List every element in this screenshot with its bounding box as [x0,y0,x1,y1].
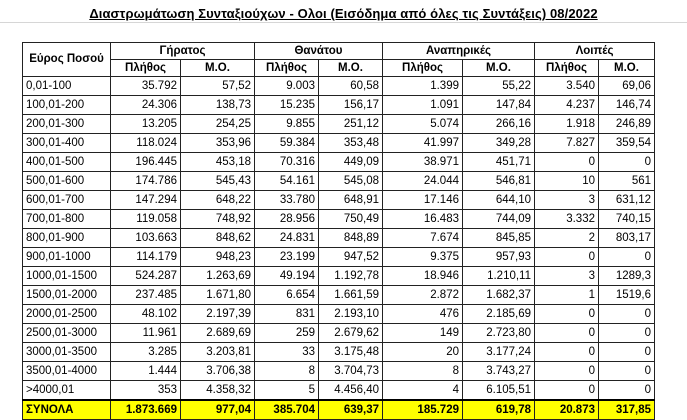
total-cell: 185.729 [383,400,463,420]
table-row [23,248,655,267]
average-cell: 3.177,24 [463,343,535,362]
average-cell: 1.682,37 [463,286,535,305]
count-cell: 0 [535,153,599,172]
total-cell: 317,85 [599,400,655,420]
count-cell: 7.827 [535,134,599,153]
range-cell: 700,01-800 [23,210,111,229]
range-cell: 500,01-600 [23,172,111,191]
average-cell: 147,84 [463,96,535,115]
average-cell: 353,48 [319,134,383,153]
average-cell: 0 [599,381,655,401]
average-cell: 3.704,73 [319,362,383,381]
table-row [23,229,655,248]
average-cell: 561 [599,172,655,191]
count-cell: 149 [383,324,463,343]
range-cell: 900,01-1000 [23,248,111,267]
count-cell: 103.663 [111,229,181,248]
count-cell: 3.285 [111,343,181,362]
table-row [23,96,655,115]
count-cell: 41.997 [383,134,463,153]
count-cell: 1.091 [383,96,463,115]
table-row [23,134,655,153]
average-cell: 845,85 [463,229,535,248]
count-cell: 1.444 [111,362,181,381]
totals-row [23,400,655,420]
average-cell: 4.358,32 [181,381,255,401]
table-row [23,362,655,381]
table-row [23,267,655,286]
average-cell: 0 [599,248,655,267]
average-cell: 6.105,51 [463,381,535,401]
group-header-survivors: Θανάτου [255,43,383,60]
count-cell: 28.956 [255,210,319,229]
average-cell: 451,71 [463,153,535,172]
average-cell: 631,12 [599,191,655,210]
count-cell: 2.872 [383,286,463,305]
average-cell: 0 [599,305,655,324]
average-cell: 156,17 [319,96,383,115]
average-cell: 744,09 [463,210,535,229]
count-cell: 4 [383,381,463,401]
table-row [23,381,655,401]
range-cell: 1000,01-1500 [23,267,111,286]
range-column-header: Εύρος Ποσού [23,43,111,77]
average-cell: 254,25 [181,115,255,134]
count-cell: 24.831 [255,229,319,248]
sub-header-count: Πλήθος [255,60,319,77]
count-cell: 3 [535,191,599,210]
count-cell: 1.399 [383,77,463,96]
range-cell: 300,01-400 [23,134,111,153]
count-cell: 8 [383,362,463,381]
range-cell: 600,01-700 [23,191,111,210]
average-cell: 2.723,80 [463,324,535,343]
count-cell: 23.199 [255,248,319,267]
count-cell: 5.074 [383,115,463,134]
average-cell: 648,22 [181,191,255,210]
count-cell: 9.855 [255,115,319,134]
count-cell: 10 [535,172,599,191]
average-cell: 453,18 [181,153,255,172]
average-cell: 1519,6 [599,286,655,305]
table-row [23,210,655,229]
count-cell: 476 [383,305,463,324]
average-cell: 1.661,59 [319,286,383,305]
average-cell: 1.192,78 [319,267,383,286]
count-cell: 1.918 [535,115,599,134]
average-cell: 748,92 [181,210,255,229]
average-cell: 146,74 [599,96,655,115]
page-title: Διαστρωμάτωση Συνταξιούχων - Ολοι (Εισόδημα από όλες τις Συντάξεις) 08/2022 [89,6,598,21]
count-cell: 831 [255,305,319,324]
count-cell: 353 [111,381,181,401]
range-cell: 400,01-500 [23,153,111,172]
count-cell: 259 [255,324,319,343]
count-cell: 33.780 [255,191,319,210]
average-cell: 0 [599,153,655,172]
count-cell: 3.540 [535,77,599,96]
count-cell: 11.961 [111,324,181,343]
count-cell: 118.024 [111,134,181,153]
range-cell: 1500,01-2000 [23,286,111,305]
count-cell: 35.792 [111,77,181,96]
count-cell: 15.235 [255,96,319,115]
table-row [23,77,655,96]
count-cell: 48.102 [111,305,181,324]
average-cell: 246,89 [599,115,655,134]
range-cell: 2500,01-3000 [23,324,111,343]
average-cell: 1.671,80 [181,286,255,305]
sub-header-average: Μ.Ο. [463,60,535,77]
average-cell: 546,81 [463,172,535,191]
average-cell: 848,62 [181,229,255,248]
count-cell: 196.445 [111,153,181,172]
total-cell: 20.873 [535,400,599,420]
table-row [23,305,655,324]
group-header-old-age: Γήρατος [111,43,255,60]
total-cell: 1.873.669 [111,400,181,420]
average-cell: 3.706,38 [181,362,255,381]
average-cell: 57,52 [181,77,255,96]
table-row [23,115,655,134]
count-cell: 38.971 [383,153,463,172]
count-cell: 33 [255,343,319,362]
count-cell: 17.146 [383,191,463,210]
average-cell: 545,08 [319,172,383,191]
count-cell: 20 [383,343,463,362]
average-cell: 60,58 [319,77,383,96]
count-cell: 0 [535,324,599,343]
average-cell: 2.197,39 [181,305,255,324]
average-cell: 359,54 [599,134,655,153]
count-cell: 5 [255,381,319,401]
count-cell: 0 [535,362,599,381]
count-cell: 0 [535,305,599,324]
range-cell: 3000,01-3500 [23,343,111,362]
spreadsheet-gridline [0,22,687,23]
count-cell: 0 [535,343,599,362]
average-cell: 1289,3 [599,267,655,286]
table-row [23,153,655,172]
average-cell: 4.456,40 [319,381,383,401]
average-cell: 545,43 [181,172,255,191]
count-cell: 3.332 [535,210,599,229]
total-cell: 619,78 [463,400,535,420]
count-cell: 9.003 [255,77,319,96]
average-cell: 251,12 [319,115,383,134]
pension-stratification-table [22,42,655,420]
average-cell: 449,09 [319,153,383,172]
totals-label: ΣΥΝΟΛΑ [23,400,111,420]
table-row [23,286,655,305]
range-cell: 0,01-100 [23,77,111,96]
sub-header-count: Πλήθος [535,60,599,77]
count-cell: 54.161 [255,172,319,191]
count-cell: 70.316 [255,153,319,172]
count-cell: 0 [535,248,599,267]
average-cell: 1.263,69 [181,267,255,286]
count-cell: 174.786 [111,172,181,191]
count-cell: 6.654 [255,286,319,305]
average-cell: 750,49 [319,210,383,229]
average-cell: 644,10 [463,191,535,210]
count-cell: 114.179 [111,248,181,267]
count-cell: 9.375 [383,248,463,267]
average-cell: 2.679,62 [319,324,383,343]
average-cell: 353,96 [181,134,255,153]
count-cell: 237.485 [111,286,181,305]
count-cell: 18.946 [383,267,463,286]
count-cell: 1 [535,286,599,305]
table-row [23,324,655,343]
range-cell: 800,01-900 [23,229,111,248]
group-header-disability: Αναπηρικές [383,43,535,60]
total-cell: 977,04 [181,400,255,420]
sub-header-count: Πλήθος [111,60,181,77]
count-cell: 8 [255,362,319,381]
total-cell: 639,37 [319,400,383,420]
average-cell: 2.193,10 [319,305,383,324]
sub-header-average: Μ.Ο. [181,60,255,77]
average-cell: 947,52 [319,248,383,267]
count-cell: 0 [535,381,599,401]
average-cell: 266,16 [463,115,535,134]
average-cell: 957,93 [463,248,535,267]
average-cell: 740,15 [599,210,655,229]
count-cell: 16.483 [383,210,463,229]
count-cell: 4.237 [535,96,599,115]
range-cell: >4000,01 [23,381,111,401]
table-row [23,172,655,191]
average-cell: 69,06 [599,77,655,96]
count-cell: 7.674 [383,229,463,248]
average-cell: 0 [599,324,655,343]
count-cell: 13.205 [111,115,181,134]
count-cell: 59.384 [255,134,319,153]
range-cell: 2000,01-2500 [23,305,111,324]
average-cell: 803,17 [599,229,655,248]
count-cell: 3 [535,267,599,286]
sub-header-average: Μ.Ο. [599,60,655,77]
total-cell: 385.704 [255,400,319,420]
average-cell: 2.689,69 [181,324,255,343]
average-cell: 2.185,69 [463,305,535,324]
count-cell: 147.294 [111,191,181,210]
average-cell: 0 [599,362,655,381]
average-cell: 3.175,48 [319,343,383,362]
table-row [23,343,655,362]
table-body [23,77,655,401]
count-cell: 49.194 [255,267,319,286]
average-cell: 0 [599,343,655,362]
average-cell: 349,28 [463,134,535,153]
count-cell: 524.287 [111,267,181,286]
count-cell: 2 [535,229,599,248]
average-cell: 55,22 [463,77,535,96]
table-row [23,191,655,210]
count-cell: 24.306 [111,96,181,115]
count-cell: 119.058 [111,210,181,229]
average-cell: 648,91 [319,191,383,210]
range-cell: 200,01-300 [23,115,111,134]
count-cell: 24.044 [383,172,463,191]
group-header-other: Λοιπές [535,43,655,60]
range-cell: 3500,01-4000 [23,362,111,381]
sub-header-average: Μ.Ο. [319,60,383,77]
average-cell: 848,89 [319,229,383,248]
sub-header-count: Πλήθος [383,60,463,77]
range-cell: 100,01-200 [23,96,111,115]
average-cell: 1.210,11 [463,267,535,286]
average-cell: 138,73 [181,96,255,115]
average-cell: 948,23 [181,248,255,267]
average-cell: 3.743,27 [463,362,535,381]
average-cell: 3.203,81 [181,343,255,362]
